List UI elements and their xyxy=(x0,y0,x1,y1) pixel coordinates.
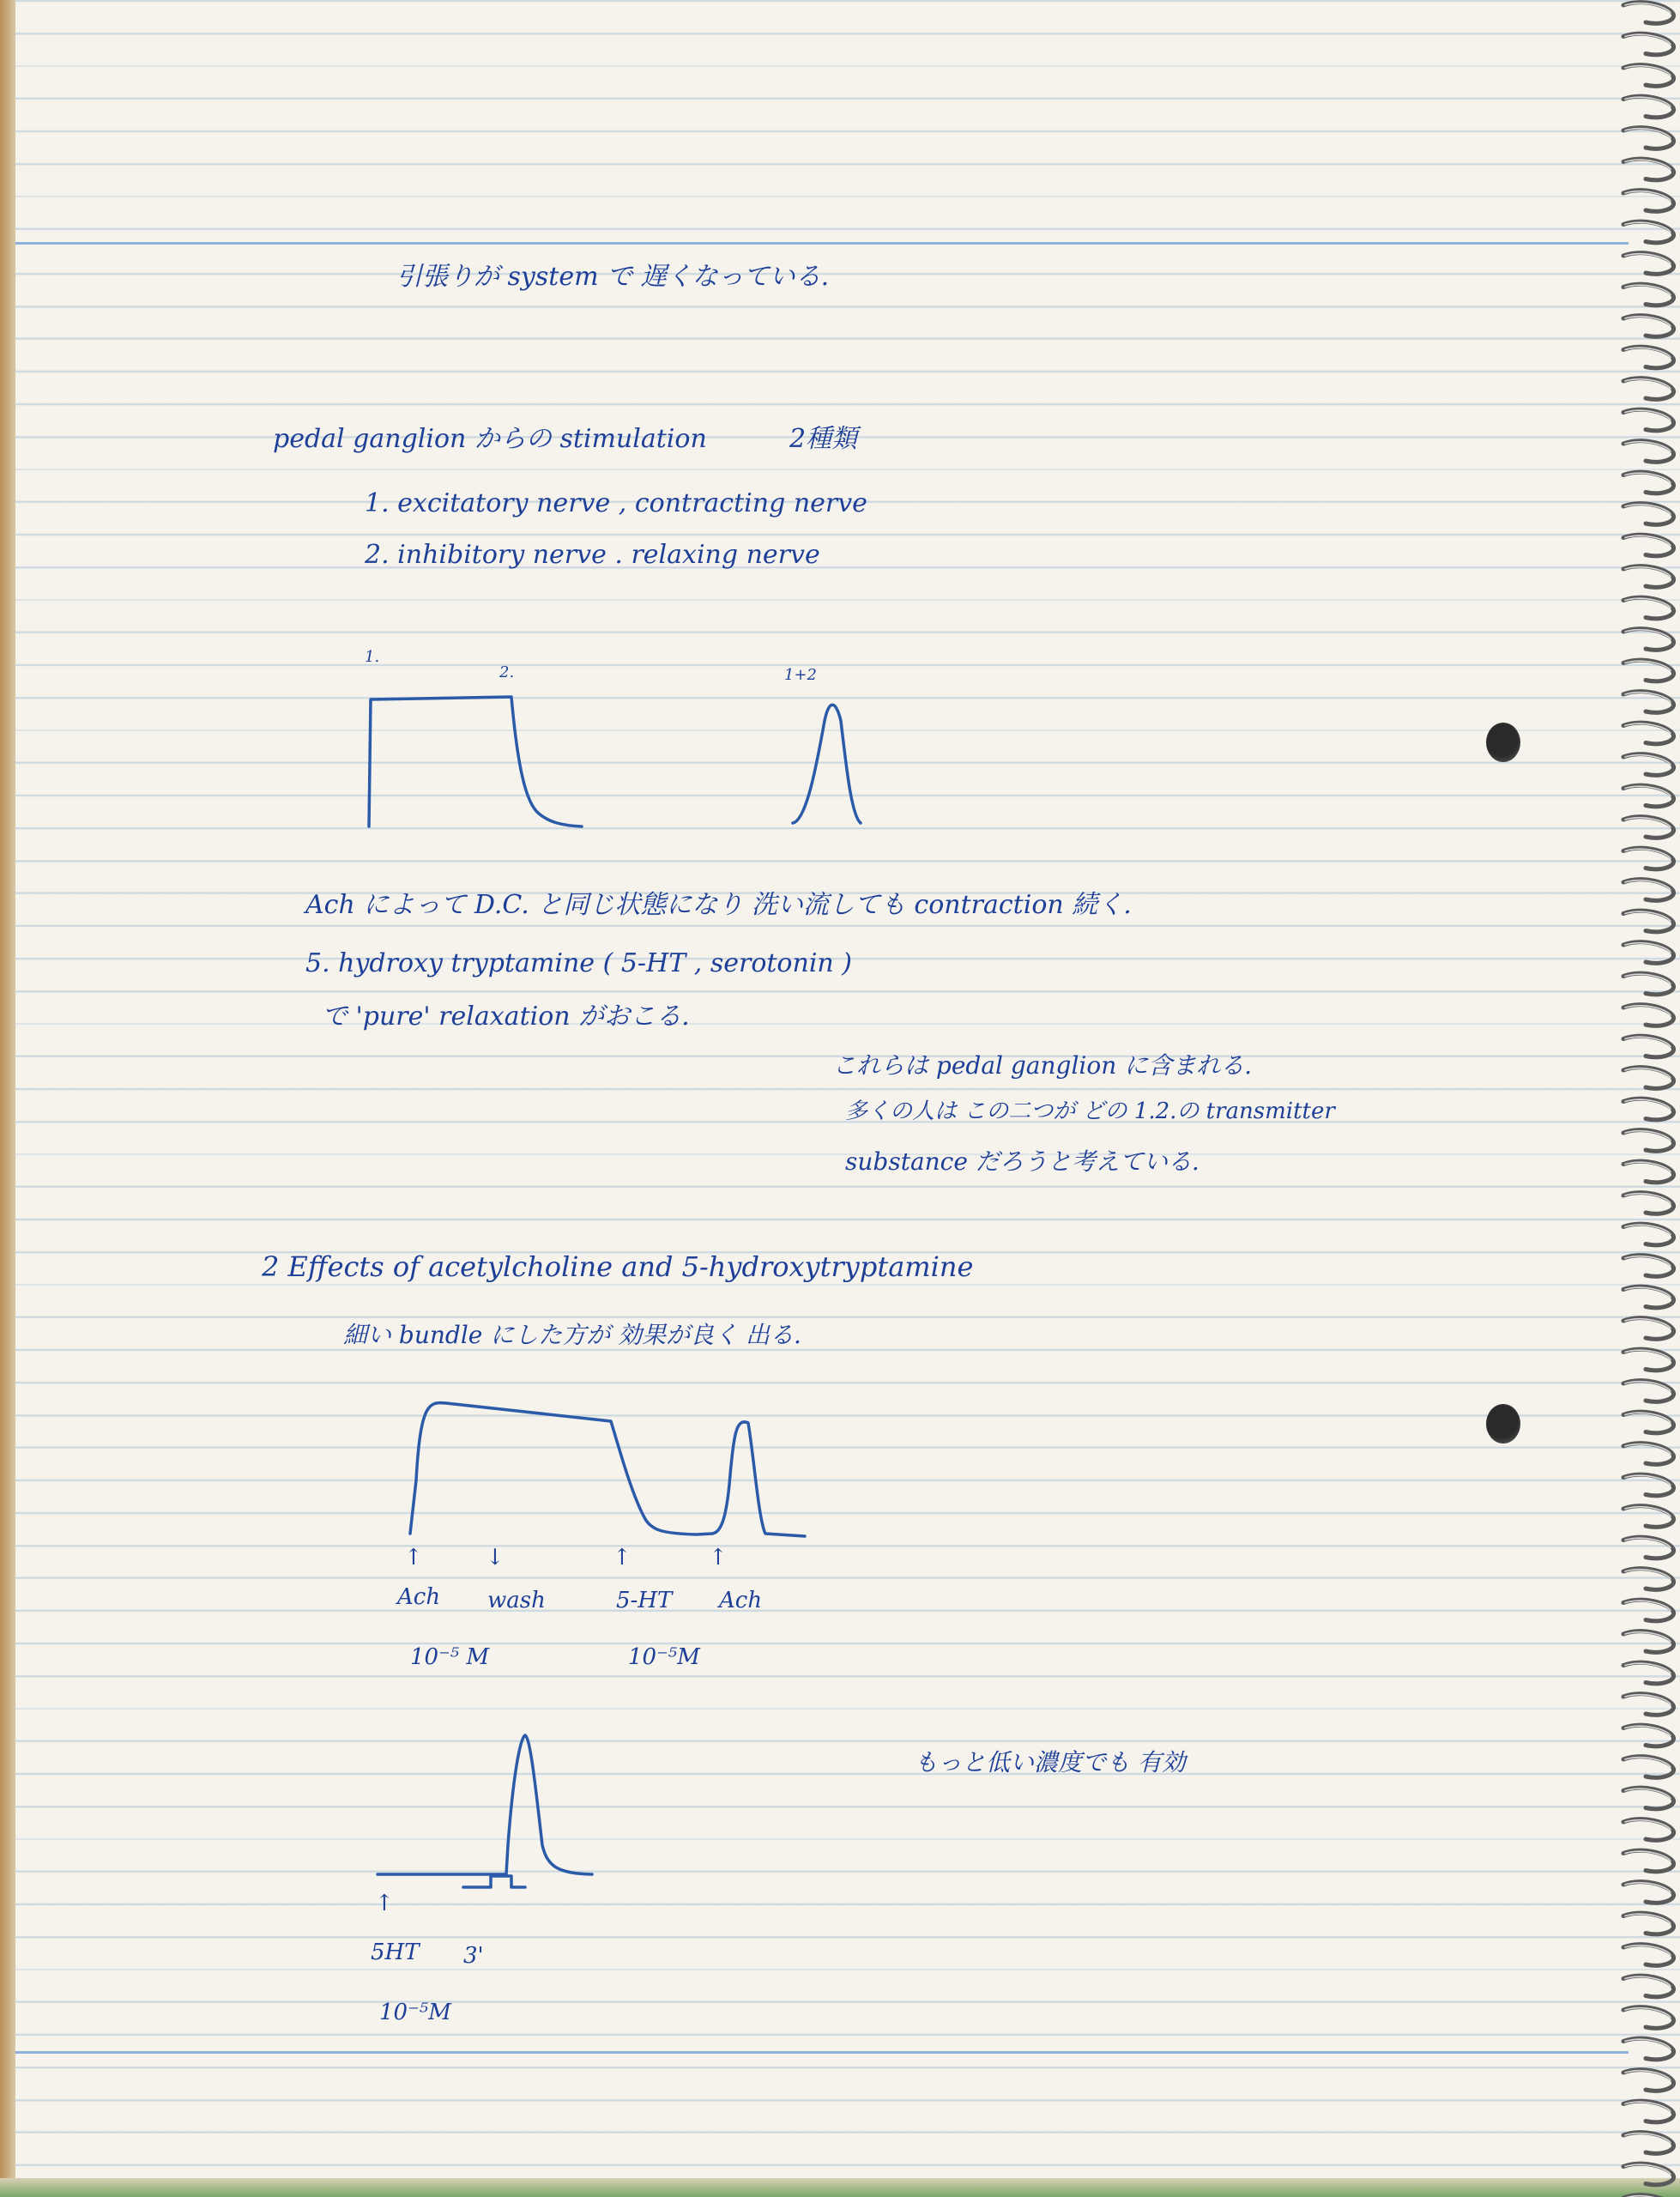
fig3-stim-marker xyxy=(463,1876,525,1887)
pedal-ganglion-heading: pedal ganglion からの stimulation xyxy=(273,424,707,454)
fig2-label-5ht: 5-HT xyxy=(616,1588,673,1613)
fig2-label-ach-2: Ach xyxy=(719,1588,763,1613)
5ht-line: 5. hydroxy tryptamine ( 5-HT , serotonin ) xyxy=(305,948,852,978)
fig3-label-5ht: 5HT xyxy=(371,1940,420,1965)
arrow-5ht-fig3-icon: ↑ xyxy=(375,1891,394,1916)
arrow-ach2-icon: ↑ xyxy=(709,1545,728,1571)
fig2-label-wash: wash xyxy=(487,1588,546,1613)
inhibitory-item: 2. inhibitory nerve . relaxing nerve xyxy=(365,540,820,570)
section-2-heading: 2 Effects of acetylcholine and 5-hydroxytryptamine xyxy=(262,1250,974,1283)
fig2-concentration-1: 10⁻⁵ M xyxy=(410,1644,490,1670)
fig1-label-1-plus-2: 1+2 xyxy=(784,666,817,684)
substance-line: substance だろうと考えている. xyxy=(845,1147,1200,1176)
fig2-concentration-2: 10⁻⁵M xyxy=(628,1644,700,1670)
pure-relaxation-line: で 'pure' relaxation がおこる. xyxy=(322,1002,690,1032)
fig3-trace-5ht xyxy=(378,1735,592,1874)
fig3-label-3: 3' xyxy=(463,1943,484,1969)
excitatory-item: 1. excitatory nerve , contracting nerve xyxy=(365,488,867,518)
note-line-system: 引張りが system で 遅くなっている. xyxy=(396,262,830,292)
fig2-label-ach: Ach xyxy=(397,1584,441,1610)
arrow-5ht-icon: ↑ xyxy=(613,1545,632,1571)
ach-effect-line: Ach によって D.C. と同じ状態になり 洗い流しても contraction 続く. xyxy=(305,890,1132,920)
fig3-concentration: 10⁻⁵M xyxy=(379,2000,451,2025)
bundle-line: 細い bundle にした方が 効果が良く 出る. xyxy=(343,1321,801,1349)
arrow-ach-icon: ↑ xyxy=(404,1545,423,1571)
fig1-label-2: 2. xyxy=(499,663,515,681)
two-types-label: 2種類 xyxy=(789,424,858,454)
fig1-label-1: 1. xyxy=(365,648,380,666)
lower-concentration-note: もっと低い濃度でも 有効 xyxy=(914,1748,1186,1776)
pedal-contained-line: これらは pedal ganglion に含まれる. xyxy=(832,1051,1253,1080)
transmitter-line: 多くの人は この二つが どの 1.2.の transmitter xyxy=(845,1098,1335,1124)
arrow-wash-icon: ↓ xyxy=(486,1545,505,1571)
